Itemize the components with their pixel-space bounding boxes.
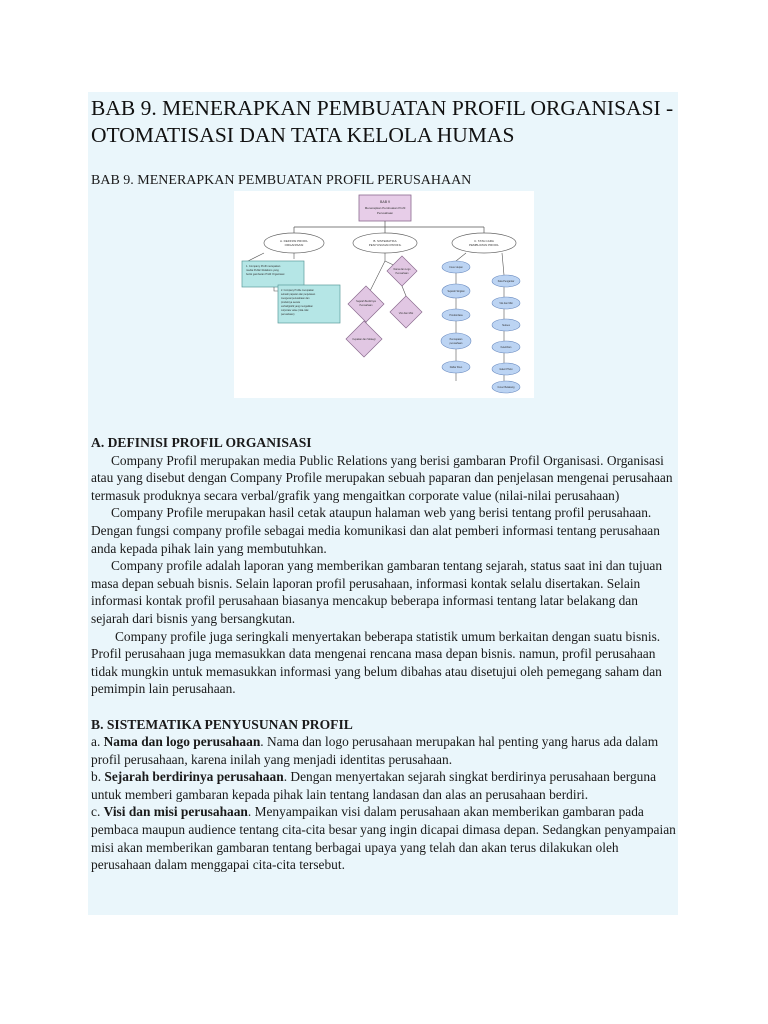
svg-text:berisi gambaran Profil Organis: berisi gambaran Profil Organisasi <box>246 273 285 276</box>
svg-text:verbal/grafik yang mengaitkan: verbal/grafik yang mengaitkan <box>281 305 313 308</box>
item-term: Nama dan logo perusahaan <box>103 734 261 750</box>
item-description: . Dengan menyertakan sejarah singkat berdirinya perusahaan berguna untuk memberi gambaran kepada pihak lain tentang landasan dan alas an perusahaan berdiri. <box>91 769 657 802</box>
svg-text:Sejarah Singkat: Sejarah Singkat <box>447 290 465 293</box>
item-term: Sejarah berdirinya perusahaan <box>104 769 284 785</box>
page-title: BAB 9. MENERAPKAN PEMBUATAN PROFIL ORGANISASI - OTOMATISASI DAN TATA KELOLA HUMAS <box>91 96 674 147</box>
svg-text:Kata Pengantar: Kata Pengantar <box>497 280 515 283</box>
svg-text:sebuah paparan dan penjelasan: sebuah paparan dan penjelasan <box>281 293 316 296</box>
svg-text:produknya secara: produknya secara <box>281 301 301 304</box>
svg-text:Daftar Klien: Daftar Klien <box>449 366 463 369</box>
svg-text:Visi dan Misi: Visi dan Misi <box>398 312 414 315</box>
svg-text:media Public Relations yang: media Public Relations yang <box>246 269 279 272</box>
root-label-3: Perusahaan <box>376 211 394 215</box>
section-a-paragraph-1: Company Profil merupakan media Public Relations yang berisi gambaran Profil Organisasi. Organisasi atau yang disebut dengan Company Profile merupakan sebuah paparan dan penjelasan mengenai perusahaan termasuk produknya secara verbal/grafik yang mengaitkan corporate value (nilai-nilai perusahaan) <box>91 452 673 503</box>
svg-text:2. Company Profile merupakan: 2. Company Profile merupakan <box>281 289 314 292</box>
svg-text:Perusahaan: Perusahaan <box>395 272 409 275</box>
svg-text:A. DEFINISI PROFIL: A. DEFINISI PROFIL <box>279 239 309 243</box>
svg-text:B. SISTEMATIKA: B. SISTEMATIKA <box>373 239 397 243</box>
svg-text:mengenai perusahaan dan: mengenai perusahaan dan <box>281 297 310 300</box>
item-prefix: c. <box>91 804 104 820</box>
item-term: Visi dan misi perusahaan <box>103 804 248 820</box>
section-a-paragraph-2: Company Profile merupakan hasil cetak ataupun halaman web yang berisi tentang profil perusahaan. Dengan fungsi company profile sebagai media komunikasi dan alat pemberi informasi tentang perusahaan anda kepada pihak lain yang membutuhkan. <box>91 505 660 556</box>
svg-text:Kelebihan: Kelebihan <box>500 346 512 349</box>
section-a-paragraph-3: Company profile adalah laporan yang memberikan gambaran tentang sejarah, status saat ini dan tujuan masa depan sebuah bisnis. Selain laporan profil perusahaan, informasi kontak selalu disertakan. Selain informasi kontak profil perusahaan biasanya mencakup beberapa informasi tentang latar belakang dan sejarah dari bisnis yang bersangkutan. <box>91 558 663 626</box>
root-label-2: Menerapkan Pembuatan Profil <box>364 206 406 210</box>
svg-text:C. TATA CARA: C. TATA CARA <box>474 239 494 243</box>
section-b-heading: B. SISTEMATIKA PENYUSUNAN PROFIL <box>91 716 353 732</box>
svg-text:ORGANISASI: ORGANISASI <box>284 243 304 247</box>
svg-text:Nama dan Logo: Nama dan Logo <box>393 268 411 271</box>
item-description: . Nama dan logo perusahaan merupakan hal penting yang harus ada dalam profil perusahaan, karena inilah yang menjadi identitas perusahaan. <box>91 734 659 767</box>
svg-text:corporate value (nilai-nilai: corporate value (nilai-nilai <box>281 309 309 312</box>
svg-text:PEMBUATAN PROFIL: PEMBUATAN PROFIL <box>469 243 499 247</box>
svg-text:perusahaan): perusahaan) <box>281 313 295 316</box>
svg-text:1. Company Profil merupakan: 1. Company Profil merupakan <box>246 265 281 268</box>
document-page <box>88 92 678 915</box>
section-a-heading: A. DEFINISI PROFIL ORGANISASI <box>91 435 312 450</box>
section-b-item-c <box>91 803 677 873</box>
mind-map-svg <box>234 191 534 398</box>
svg-text:Sejarah Berdirinya: Sejarah Berdirinya <box>356 300 376 303</box>
svg-text:Produk/Jasa: Produk/Jasa <box>449 314 463 317</box>
mind-map-diagram <box>234 191 534 398</box>
svg-text:Cover Belakang: Cover Belakang <box>497 386 515 389</box>
item-description: . Menyampaikan visi dalam perusahaan akan memberikan gambaran pada pembaca maupun audience tentang cita-cita besar yang ingin dicapai dimasa depan. Sedangkan penyampaian misi akan memberikan gambaran tentang berbagai upaya yang telah dan akan terus dilakukan oleh perusahaan dalam menggapai cita-cita tersebut. <box>91 804 676 873</box>
svg-text:PENYUSUNAN PROFIL: PENYUSUNAN PROFIL <box>368 243 402 247</box>
body-text <box>91 434 677 874</box>
svg-text:perusahaan: perusahaan <box>449 342 463 345</box>
svg-text:Perusahaan: Perusahaan <box>359 304 373 307</box>
root-label-1: BAB 9 <box>380 200 390 204</box>
svg-text:Visi dan Misi: Visi dan Misi <box>499 302 513 305</box>
svg-text:Cover depan: Cover depan <box>449 266 463 269</box>
section-b-item-a <box>91 733 677 768</box>
svg-text:Pencapaian: Pencapaian <box>449 338 463 341</box>
svg-text:Galeri Photo: Galeri Photo <box>499 368 513 371</box>
b-item-nama-logo <box>387 256 417 286</box>
svg-text:Sukses: Sukses <box>502 324 510 327</box>
section-b-item-b <box>91 768 677 803</box>
section-a-paragraph-4: Company profile juga seringkali menyertakan beberapa statistik umum berkaitan dengan suatu bisnis. Profil perusahaan juga memasukkan data mengenai rencana masa depan bisnis. namun, profil perusahaan tidak mungkin untuk memasukkan informasi yang belum dibahas atau disetujui oleh pemegang saham dan pemimpin lain perusahaan. <box>91 628 662 697</box>
c-right-clouds <box>492 275 520 393</box>
svg-text:Kepakan dan Strategi: Kepakan dan Strategi <box>352 338 376 341</box>
item-prefix: a. <box>91 734 104 750</box>
page-subtitle: BAB 9. MENERAPKAN PEMBUATAN PROFIL PERUSAHAAN <box>91 173 472 188</box>
item-prefix: b. <box>91 769 105 785</box>
